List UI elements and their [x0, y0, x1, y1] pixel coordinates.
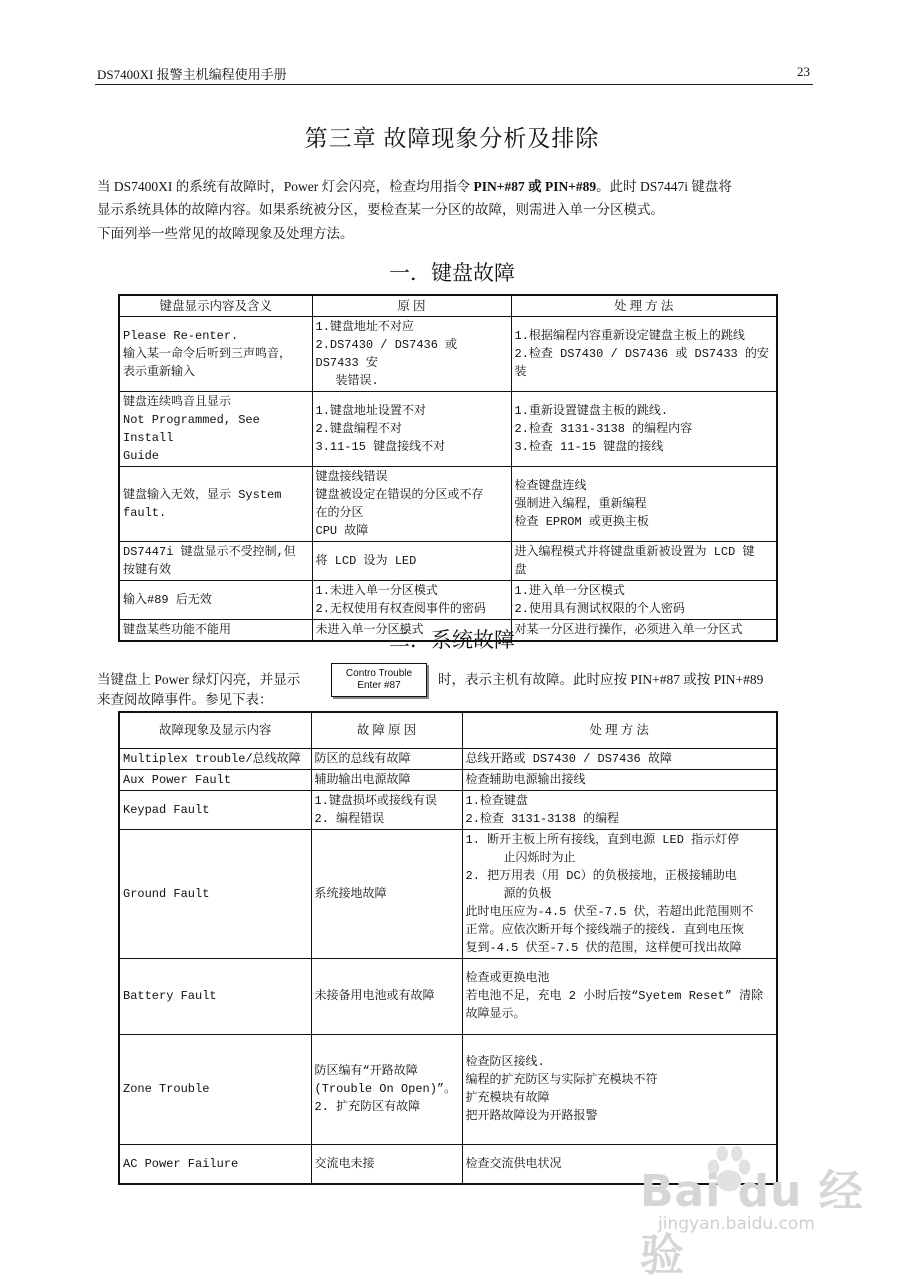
cause-cell-line: 2.键盘编程不对 [315, 422, 402, 436]
display-cell-line: 按键有效 [123, 563, 172, 577]
table-row [119, 769, 777, 790]
method-cell-line: 复到-4.5 伏至-7.5 伏的范围，这样便可找出故障 [465, 940, 742, 955]
cause-cell-line: 键盘接线错误 [315, 470, 388, 484]
cause-cell-line: (Trouble On Open)”。 [314, 1082, 457, 1096]
page-header-title: DS7400XI 报警主机编程使用手册 [97, 67, 287, 82]
table-row [119, 542, 777, 581]
intro-line-2: 显示系统具体的故障内容。如果系统被分区，要检查某一分区的故障，则需进入单一分区模式。 [97, 202, 664, 217]
method-cell-line: 检查 EPROM 或更换主板 [514, 515, 649, 529]
method-cell [462, 958, 777, 1034]
display-cell [119, 317, 312, 392]
display-cell: Ground Fault [119, 829, 311, 958]
column-header: 处 理 方 法 [511, 295, 777, 317]
method-cell [511, 542, 777, 581]
display-cell [119, 392, 312, 467]
table-row [119, 317, 777, 392]
cause-cell-line: 在的分区 [315, 506, 364, 520]
method-cell-line: 3.检查 11-15 键盘的接线 [514, 440, 664, 454]
header-divider [95, 84, 813, 85]
cause-cell-line: 3.11-15 键盘接线不对 [315, 440, 446, 454]
method-cell-line: 盘 [514, 563, 527, 577]
table-header-row [119, 712, 777, 748]
system-fault-table [118, 711, 778, 1185]
cause-cell [311, 769, 462, 790]
method-cell-line: 正常。应依次断开每个接线端子的接线. 直到电压恢 [465, 922, 744, 937]
method-cell-line: 2.使用具有测试权限的个人密码 [514, 602, 685, 616]
watermark-brand: Bai du 经验 [640, 1166, 864, 1281]
display-cell: AC Power Failure [119, 1144, 311, 1184]
section-title-system: 二．系统故障 [389, 628, 515, 652]
method-cell-line: 故障显示。 [465, 1007, 526, 1021]
method-cell-line: 扩充模块有故障 [465, 1091, 550, 1105]
table-row [119, 748, 777, 769]
command-pin87: PIN+#87 [473, 179, 525, 194]
display-cell: Keypad Fault [119, 790, 311, 829]
method-cell-line: 总线开路或 DS7430 / DS7436 故障 [465, 751, 672, 766]
keypad-fault-table [118, 294, 778, 642]
method-cell [462, 769, 777, 790]
method-step-line: 止闪烁时为止 [503, 850, 576, 865]
display-cell-line: 表示重新输入 [123, 365, 196, 379]
method-cell [511, 317, 777, 392]
cause-cell [312, 467, 511, 542]
method-cell [511, 581, 777, 620]
cause-cell [312, 542, 511, 581]
table-row [119, 790, 777, 829]
cause-cell-line: 装错误. [335, 374, 379, 388]
cause-cell-line: 2.DS7430 / DS7436 或 DS7433 安 [315, 338, 458, 370]
cause-cell-line: 2. 扩充防区有故障 [314, 1100, 421, 1114]
method-cell-line: 进入编程模式并将键盘重新被设置为 LCD 键 [514, 545, 755, 559]
lcd-line: Contro Trouble [345, 668, 413, 679]
method-cell-line: 检查交流供电状况 [465, 1156, 562, 1171]
cause-cell [311, 748, 462, 769]
cause-cell [311, 958, 462, 1034]
method-cell-line: 检查或更换电池 [465, 971, 550, 985]
method-step-line: 源的负极 [503, 886, 552, 901]
display-cell-line: fault. [123, 506, 167, 520]
cause-cell [312, 317, 511, 392]
cause-cell-line: 防区编有“开路故障 [314, 1064, 418, 1078]
method-cell [462, 1034, 777, 1144]
table-row [119, 829, 777, 958]
cause-cell-line: CPU 故障 [315, 524, 369, 538]
cause-cell [312, 392, 511, 467]
method-cell-line: 2.检查 DS7430 / DS7436 或 DS7433 的安装 [514, 347, 769, 379]
watermark-url: jingyan.baidu.com [658, 1214, 815, 1234]
cause-cell-line: 1.键盘损坏或接线有误 [314, 793, 437, 808]
chapter-title: 第三章 故障现象分析及排除 [304, 126, 600, 151]
method-cell [462, 829, 777, 958]
display-cell-line: Please Re-enter. [123, 329, 239, 343]
cause-cell [311, 829, 462, 958]
method-cell-line: 2.检查 3131-3138 的编程 [465, 811, 620, 826]
method-cell [462, 748, 777, 769]
method-cell-line: 编程的扩充防区与实际扩充模块不符 [465, 1073, 658, 1087]
cause-cell [311, 1034, 462, 1144]
cause-cell-line: 2.无权使用有权查阅事件的密码 [315, 602, 486, 616]
column-header: 故障现象及显示内容 [119, 712, 311, 748]
cause-cell [312, 581, 511, 620]
system-intro-line-2: 来查阅故障事件。参见下表： [97, 692, 273, 707]
display-cell: Multiplex trouble/总线故障 [119, 748, 311, 769]
method-cell [511, 392, 777, 467]
command-pin89: PIN+#89 [544, 179, 597, 194]
table-header-row [119, 295, 777, 317]
page-number: 23 [797, 64, 810, 79]
display-cell-line: 输入#89 后无效 [123, 593, 212, 607]
method-cell-line: 检查防区接线. [465, 1055, 545, 1069]
display-cell-line: 键盘连续鸣音且显示 [123, 395, 232, 409]
display-cell: Battery Fault [119, 958, 311, 1034]
system-intro-line-1-tail: 时，表示主机有故障。此时应按 PIN+#87 或按 PIN+#89 [438, 672, 764, 687]
table-row [119, 581, 777, 620]
cause-cell [311, 790, 462, 829]
section-title-keypad: 一．键盘故障 [389, 261, 515, 285]
table-row [119, 392, 777, 467]
method-cell-line: 1.检查键盘 [465, 793, 528, 808]
method-cell-line: 1.根据编程内容重新设定键盘主板上的跳线 [514, 329, 745, 343]
cause-cell-line: 将 LCD 设为 LED [315, 554, 417, 568]
column-header: 处 理 方 法 [462, 712, 777, 748]
cause-cell-line: 1.键盘地址设置不对 [315, 404, 426, 418]
method-cell-line: 强制进入编程，重新编程 [514, 497, 647, 511]
display-cell-line: 键盘某些功能不能用 [123, 623, 232, 637]
display-cell-line: Guide [123, 449, 160, 463]
table-row [119, 958, 777, 1034]
table-row [119, 467, 777, 542]
cause-cell-line: 2. 编程错误 [314, 811, 385, 826]
column-header: 故 障 原 因 [311, 712, 462, 748]
cause-cell-line: 未进入单一分区模式 [315, 623, 424, 637]
method-cell-line: 1.进入单一分区模式 [514, 584, 625, 598]
method-cell [511, 467, 777, 542]
cause-cell-line: 1.未进入单一分区模式 [315, 584, 438, 598]
system-intro-line-1: 当键盘上 Power 绿灯闪亮，并显示 [97, 672, 301, 687]
display-cell [119, 542, 312, 581]
cause-cell-line: 辅助输出电源故障 [314, 772, 411, 787]
cause-cell-line: 未接备用电池或有故障 [314, 989, 435, 1003]
display-cell: Aux Power Fault [119, 769, 311, 790]
method-cell-line: 对某一分区进行操作，必须进入单一分区式 [514, 623, 743, 637]
display-cell-line: 键盘输入无效，显示 System [123, 488, 282, 502]
method-step-line: 2. 把万用表（用 DC）的负极接地，正极接辅助电 [465, 868, 737, 883]
display-cell-line: DS7447i 键盘显示不受控制,但 [123, 545, 296, 559]
method-cell-line: 把开路故障设为开路报警 [465, 1109, 598, 1123]
cause-cell-line: 防区的总线有故障 [314, 751, 411, 766]
display-cell-line: 输入某一命令后听到三声鸣音， [123, 347, 292, 361]
method-cell-line: 检查辅助电源输出接线 [465, 772, 586, 787]
table-row [119, 1034, 777, 1144]
display-cell [119, 581, 312, 620]
display-cell [119, 467, 312, 542]
cause-cell-line: 1.键盘地址不对应 [315, 320, 414, 334]
cause-cell-line: 键盘被设定在错误的分区或不存 [315, 488, 484, 502]
intro-paragraph: 当 DS7400XI 的系统有故障时，Power 灯会闪亮，检查均用指令 PIN+#87 或 PIN+#89。此时 DS7447i 键盘将 [97, 179, 732, 194]
method-cell-line: 1.重新设置键盘主板的跳线. [514, 404, 669, 418]
method-cell-line: 若电池不足，充电 2 小时后按“Syetem Reset” 清除 [465, 989, 764, 1003]
method-cell [462, 790, 777, 829]
method-step-line: 1. 断开主板上所有接线，直到电源 LED 指示灯停 [465, 832, 740, 847]
display-cell-line: Not Programmed, See Install [123, 413, 260, 445]
method-cell-line: 检查键盘连线 [514, 479, 587, 493]
cause-cell [311, 1144, 462, 1184]
display-cell: Zone Trouble [119, 1034, 311, 1144]
method-cell-line: 2.检查 3131-3138 的编程内容 [514, 422, 693, 436]
column-header: 原 因 [312, 295, 511, 317]
cause-cell-line: 系统接地故障 [314, 886, 387, 901]
method-cell-line: 此时电压应为-4.5 伏至-7.5 伏，若超出此范围则不 [465, 904, 754, 919]
cause-cell-line: 交流电未接 [314, 1156, 375, 1171]
lcd-line: Enter #87 [357, 680, 401, 691]
column-header: 键盘显示内容及含义 [119, 295, 312, 317]
intro-line-3: 下面列举一些常见的故障现象及处理方法。 [97, 226, 354, 241]
